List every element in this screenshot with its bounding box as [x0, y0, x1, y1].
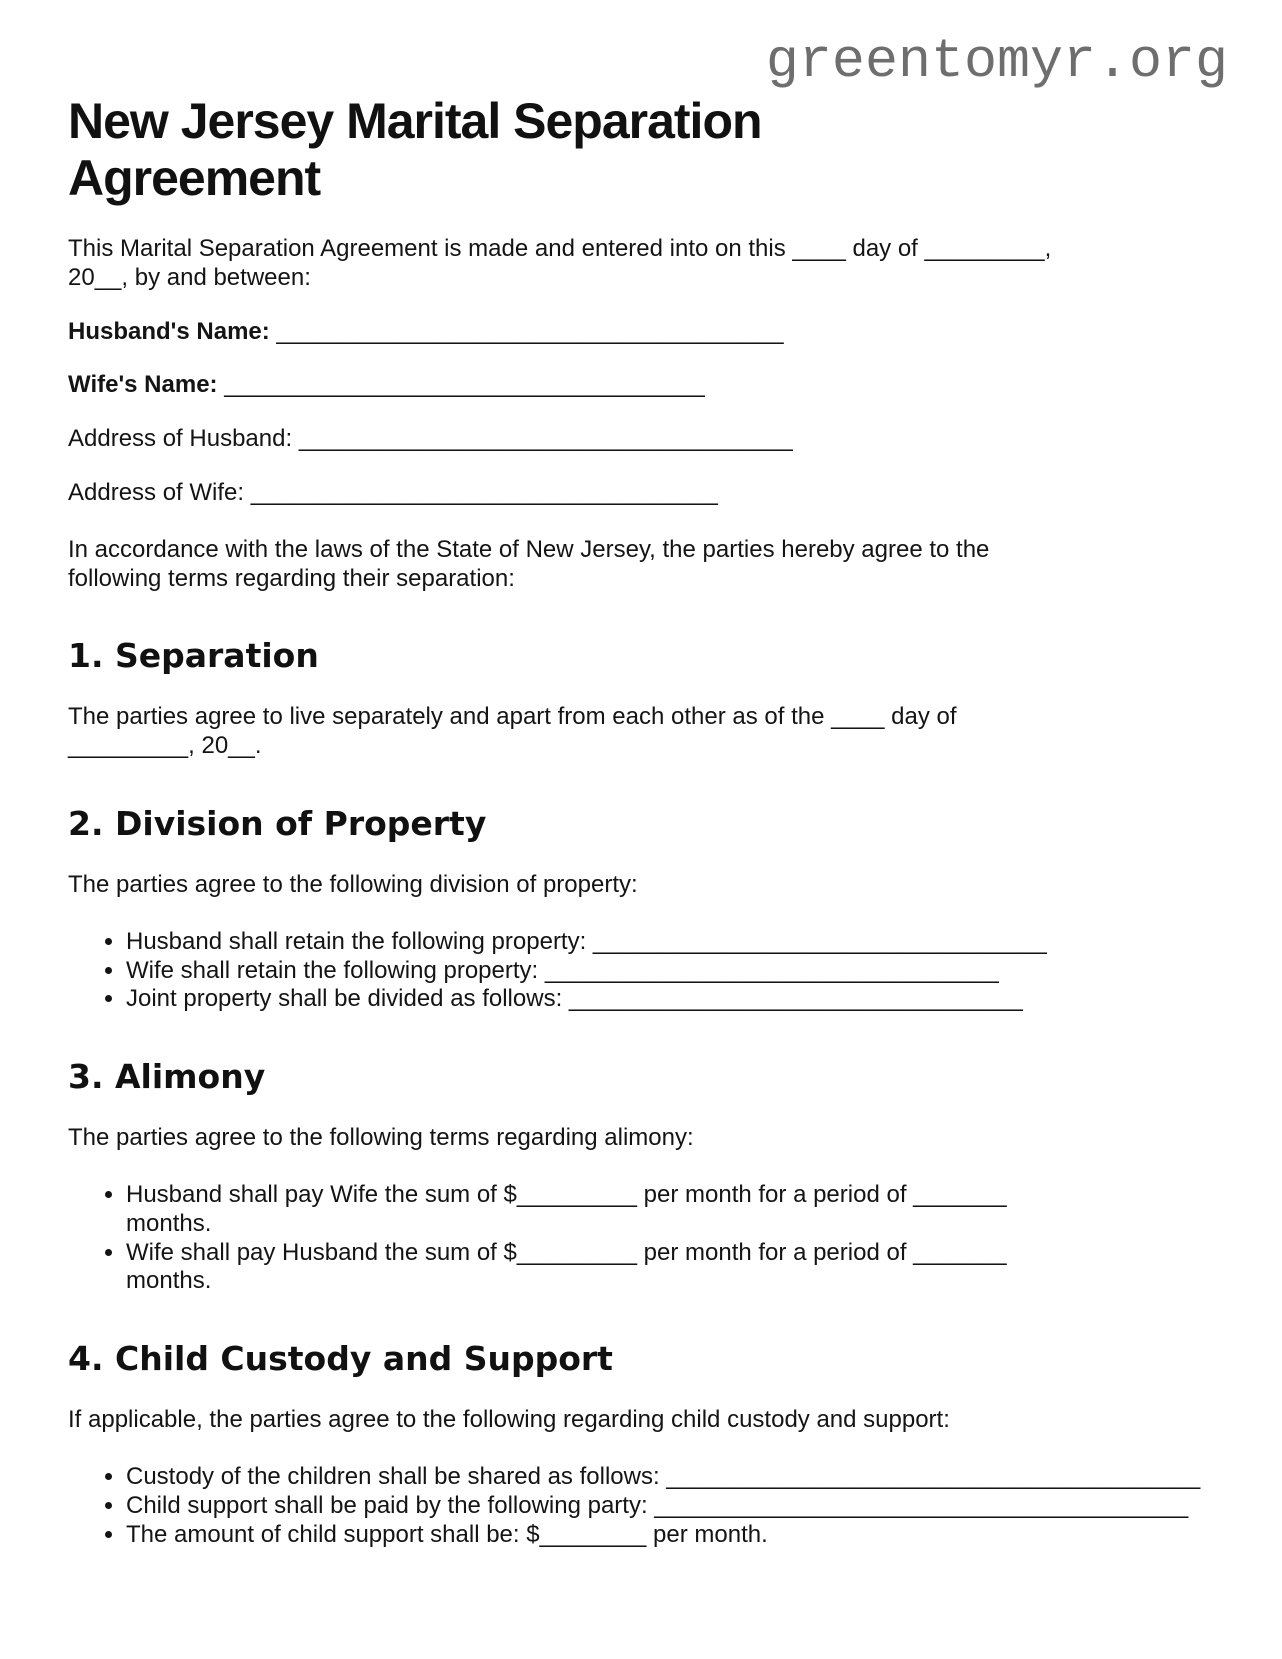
- section-1-heading: 1. Separation: [68, 636, 319, 676]
- document-title: [68, 93, 1214, 207]
- document-title-line-2: Agreement: [68, 150, 321, 206]
- wife-name-label: Wife's Name:: [68, 371, 218, 399]
- child-custody-list: [68, 1463, 1214, 1549]
- wife-pays-line-2: months.: [126, 1267, 212, 1295]
- accordance-paragraph: [68, 536, 1214, 594]
- wife-name-row: [68, 371, 1214, 400]
- husband-address-label: Address of Husband:: [68, 425, 293, 453]
- accordance-line-2: following terms regarding their separation:: [68, 564, 515, 592]
- accordance-line-1: In accordance with the laws of the State of New Jersey, the parties hereby agree to the: [68, 535, 990, 563]
- document-title-line-1: New Jersey Marital Separation: [68, 93, 762, 149]
- intro-line-1: This Marital Separation Agreement is made and entered into on this ____ day of _________,: [68, 235, 1052, 262]
- property-division-list: [68, 928, 1214, 1014]
- list-item-joint-property: • Joint property shall be divided as follows: __________________________________: [126, 985, 1214, 1014]
- section-4-intro: If applicable, the parties agree to the following regarding child custody and support:: [68, 1406, 950, 1434]
- husband-address-row: [68, 425, 1214, 454]
- section-2-intro: The parties agree to the following division of property:: [68, 870, 638, 898]
- watermark: greentomyr.org: [765, 30, 1228, 93]
- section-1-body: [68, 703, 1214, 761]
- section-2-heading: 2. Division of Property: [68, 803, 487, 843]
- list-item-support-payer: • Child support shall be paid by the following party: ________________________________________: [126, 1492, 1214, 1521]
- section-3-heading: 3. Alimony: [68, 1057, 266, 1097]
- section-1-body-line-2: _________, 20__.: [68, 732, 262, 760]
- wife-address-row: [68, 479, 1214, 508]
- husband-pays-line-2: months.: [126, 1209, 212, 1237]
- list-item-husband-property: • Husband shall retain the following property: __________________________________: [126, 928, 1214, 957]
- list-item-wife-property: • Wife shall retain the following property: __________________________________: [126, 957, 1214, 986]
- section-1-body-line-1: The parties agree to live separately and apart from each other as of the ____ day of: [68, 703, 957, 731]
- intro-paragraph: [68, 235, 1214, 293]
- husband-pays-line-1: • Husband shall pay Wife the sum of $_________ per month for a period of _______: [126, 1180, 1007, 1208]
- husband-address-blank: _____________________________________: [298, 425, 793, 453]
- list-item-custody: • Custody of the children shall be shared as follows: ________________________________________: [126, 1463, 1214, 1492]
- alimony-list: [68, 1181, 1214, 1296]
- husband-name-label: Husband's Name:: [68, 317, 270, 345]
- wife-address-blank: ___________________________________: [250, 478, 718, 506]
- wife-pays-line-1: • Wife shall pay Husband the sum of $_________ per month for a period of _______: [126, 1238, 1007, 1266]
- intro-line-2: 20__, by and between:: [68, 263, 311, 291]
- list-item-wife-pays: [126, 1239, 1214, 1297]
- section-3-intro: The parties agree to the following terms regarding alimony:: [68, 1124, 694, 1152]
- list-item-support-amount: • The amount of child support shall be: $________ per month.: [126, 1521, 1214, 1550]
- husband-name-row: [68, 318, 1214, 347]
- wife-name-blank: ____________________________________: [224, 371, 705, 399]
- list-item-husband-pays: [126, 1181, 1214, 1239]
- section-4-heading: 4. Child Custody and Support: [68, 1339, 613, 1379]
- wife-address-label: Address of Wife:: [68, 478, 245, 506]
- husband-name-blank: ______________________________________: [276, 317, 784, 345]
